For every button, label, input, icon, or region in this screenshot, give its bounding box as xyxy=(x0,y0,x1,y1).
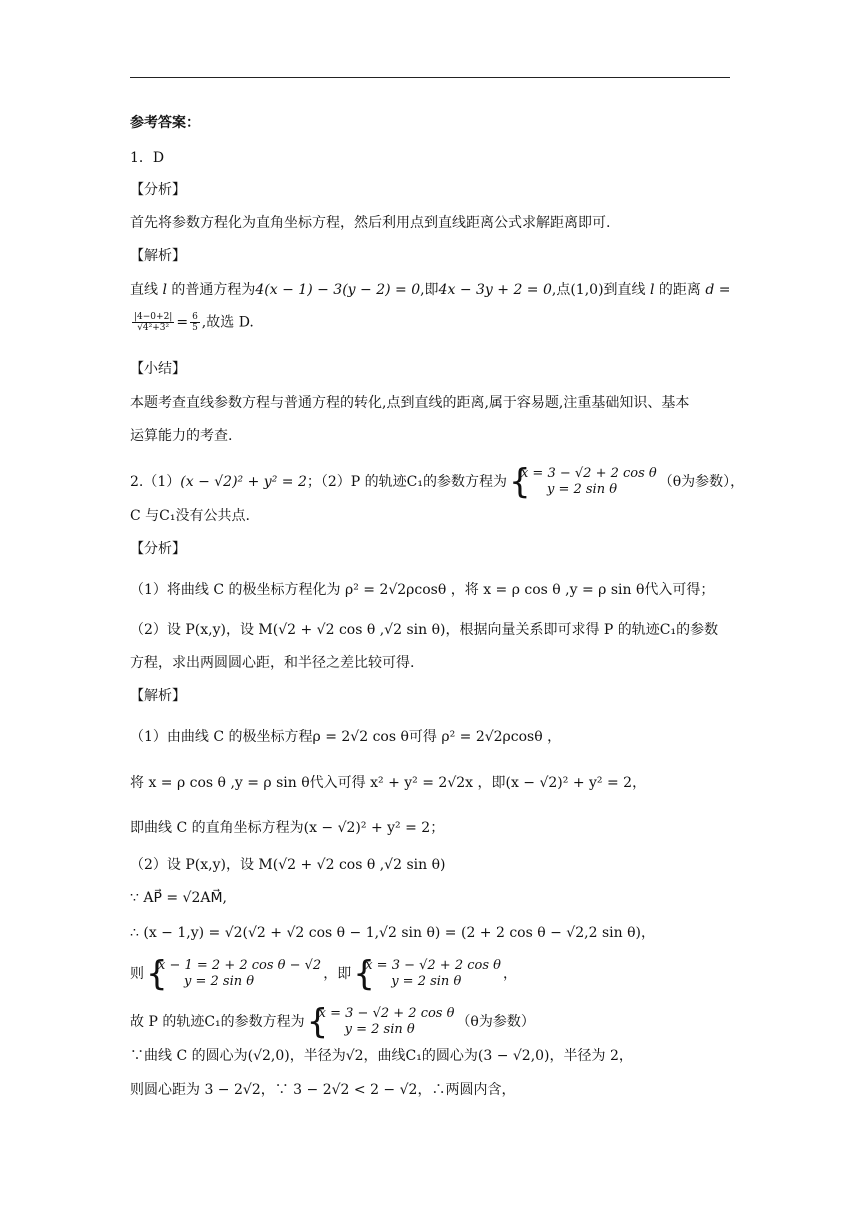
q2-solution-line1: （1）由曲线 C 的极坐标方程ρ = 2√2 cos θ可得 ρ² = 2√2ρcosθ ， xyxy=(130,729,562,745)
header-rule xyxy=(130,77,730,78)
answers-heading: 参考答案： xyxy=(130,115,200,131)
q1-sol-text-b: 的普通方程为 xyxy=(171,282,256,298)
q2-solution-line7 xyxy=(130,954,517,994)
q1-summary-line2: 运算能力的考查. xyxy=(130,428,233,444)
q1-solution-line1: 直线 l 的普通方程为4(x − 1) − 3(y − 2) = 0,即4x − 3y + 2 = 0,点(1,0)到直线 l 的距离 d = xyxy=(130,282,731,298)
q2-analysis-line3: 方程，求出两圆圆心距，和半径之差比较可得. xyxy=(130,655,415,671)
q1-sol-text-a: 直线 xyxy=(130,282,158,298)
q2-answer-prefix: 2.（1） xyxy=(130,474,181,490)
q1-sol-choice: ,故选 D. xyxy=(201,314,254,331)
q1-summary-line1: 本题考查直线参数方程与普通方程的转化,点到直线的距离,属于容易题,注重基础知识、基本 xyxy=(130,395,690,411)
q2-answer-system: { x = 3 − √2 + 2 cos θ y = 2 sin θ xyxy=(508,462,657,502)
q2-sol8-prefix: 故 P 的轨迹C₁的参数方程为 xyxy=(130,1014,305,1030)
q1-sol-tail: ,点(1,0)到直线 xyxy=(551,282,646,298)
q1-fraction-distance: $\frac{|4-0+2|}{\text{√4²+3²}}$ xyxy=(134,312,173,333)
q2-sol8-end: （θ为参数） xyxy=(456,1014,535,1030)
q1-analysis-tag: 【分析】 xyxy=(130,182,186,198)
q2-analysis-line2: （2）设 P(x,y)，设 M(√2 + √2 cos θ ,√2 sin θ)，根据向量关系即可求得 P 的轨迹C₁的参数 xyxy=(130,622,719,638)
q1-analysis-text: 首先将参数方程化为直角坐标方程，然后利用点到直线距离公式求解距离即可. xyxy=(130,215,611,231)
q2-answer-note: （θ为参数）， xyxy=(658,474,745,490)
q1-sol-sep: ,即 xyxy=(420,282,439,298)
q1-solution-tag: 【解析】 xyxy=(130,248,186,264)
q1-answer: 1．D xyxy=(130,150,165,166)
q2-solution-line10: 则圆心距为 3 − 2√2，∵ 3 − 2√2 < 2 − √2，∴两圆内含， xyxy=(130,1082,516,1098)
q1-solution-line2: $\frac{|4-0+2|}{\text{√4²+3²}}$ = $\frac{6}{5}$ ,故选 D. xyxy=(134,312,254,333)
q1-sol-eq2: 4x − 3y + 2 = 0 xyxy=(438,282,552,298)
q2-solution-line8 xyxy=(130,1002,535,1042)
q2-solution-line9: ∵曲线 C 的圆心为(√2,0)，半径为√2，曲线C₁的圆心为(3 − √2,0)，半径为 2， xyxy=(130,1048,633,1064)
q2-answer-line2: C 与C₁没有公共点. xyxy=(130,508,250,524)
q1-sol-eq1: 4(x − 1) − 3(y − 2) = 0 xyxy=(255,282,421,298)
q2-system-simplified: { x = 3 − √2 + 2 cos θ y = 2 sin θ xyxy=(353,954,501,994)
q2-solution-line2: 将 x = ρ cos θ ,y = ρ sin θ代入可得 x² + y² = 2√2x ，即(x − √2)² + y² = 2， xyxy=(130,775,647,791)
q2-solution-line5: ∵ AP⃗ = √2AM⃗, xyxy=(130,890,228,906)
q2-solution-line3: 即曲线 C 的直角坐标方程为(x − √2)² + y² = 2； xyxy=(130,820,445,836)
q2-solution-line4: （2）设 P(x,y)，设 M(√2 + √2 cos θ ,√2 sin θ) xyxy=(130,857,446,873)
q2-sol7-prefix: 则 xyxy=(130,966,144,982)
q2-solution-tag: 【解析】 xyxy=(130,688,186,704)
q2-answer-eq: (x − √2)² + y² = 2 xyxy=(180,474,307,490)
q2-answer-line1 xyxy=(130,462,745,502)
q2-sol7-mid: ，即 xyxy=(323,966,352,982)
q2-sol7-end: ， xyxy=(502,966,517,982)
q2-system-derived: { x − 1 = 2 + 2 cos θ − √2 y = 2 sin θ xyxy=(146,954,322,994)
q1-sol-end: 的距离 xyxy=(658,282,701,298)
q1-summary-tag: 【小结】 xyxy=(130,361,186,377)
q2-solution-line6: ∴ (x − 1,y) = √2(√2 + √2 cos θ − 1,√2 sin θ) = (2 + 2 cos θ − √2,2 sin θ)， xyxy=(130,925,655,941)
q2-system-final: { x = 3 − √2 + 2 cos θ y = 2 sin θ xyxy=(306,1002,455,1042)
q2-answer-mid: ；（2）P 的轨迹C₁的参数方程为 xyxy=(306,474,507,490)
q1-fraction-result: $\frac{6}{5}$ xyxy=(192,312,198,333)
q2-analysis-tag: 【分析】 xyxy=(130,541,186,557)
q2-analysis-line1: （1）将曲线 C 的极坐标方程化为 ρ² = 2√2ρcosθ ，将 x = ρ cos θ ,y = ρ sin θ代入可得； xyxy=(130,582,715,598)
